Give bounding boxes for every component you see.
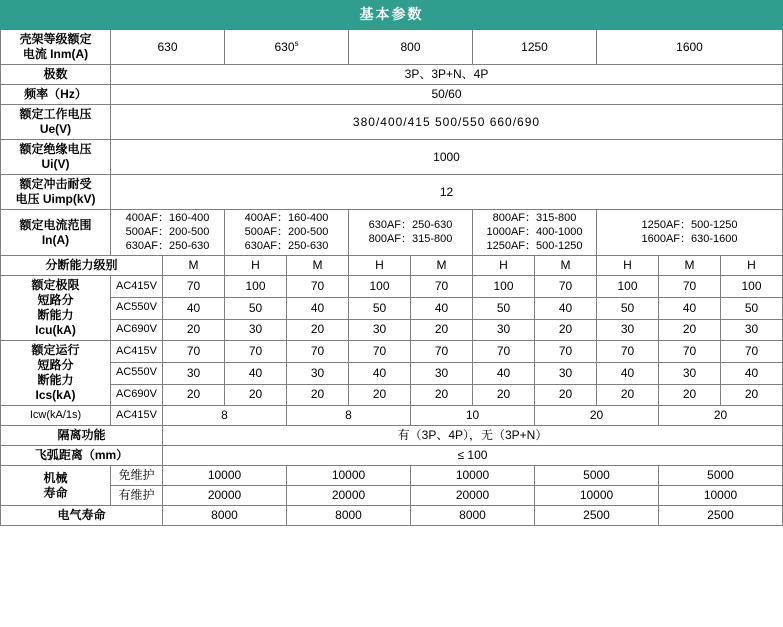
rated-current-range-col-4 — [473, 210, 597, 256]
ui-label-line2: Ui(V) — [41, 157, 70, 171]
isolation-row — [1, 426, 783, 446]
frame-rating-value-2 — [225, 30, 349, 65]
ics-voltage-550: AC550V — [111, 362, 163, 384]
range-line: 1250AF：500-1250 — [486, 239, 583, 252]
ics-label — [1, 341, 111, 406]
rated-impulse-voltage-label — [1, 175, 111, 210]
icu-row-690 — [1, 319, 783, 341]
mechanical-life-label — [1, 466, 111, 506]
grade-cell: M — [287, 256, 349, 276]
icu-cell: 100 — [721, 276, 783, 298]
breaking-grade-label: 分断能力级别 — [1, 256, 163, 276]
icu-cell: 20 — [411, 319, 473, 341]
rated-impulse-voltage-row — [1, 175, 783, 210]
ics-cell: 30 — [535, 362, 597, 384]
grade-cell: M — [659, 256, 721, 276]
ics-cell: 70 — [349, 341, 411, 363]
uimp-label-line1: 额定冲击耐受 — [19, 177, 92, 191]
poles-label: 极数 — [1, 65, 111, 85]
range-line: 630AF：250-630 — [368, 218, 453, 231]
icw-row — [1, 406, 783, 426]
grade-cell: H — [597, 256, 659, 276]
icu-label-line1: 额定极限 — [31, 278, 80, 293]
mech-free-cell: 5000 — [535, 466, 659, 486]
icu-cell: 50 — [597, 297, 659, 319]
rated-current-range-col-5 — [597, 210, 783, 256]
ics-cell: 70 — [473, 341, 535, 363]
table-header-row — [1, 1, 783, 30]
ics-cell: 30 — [163, 362, 225, 384]
rated-current-range-col-3 — [349, 210, 473, 256]
ics-cell: 70 — [721, 341, 783, 363]
icw-cell: 10 — [411, 406, 535, 426]
ics-label-line4: Ics(kA) — [35, 388, 76, 403]
mechanical-life-maint-row — [1, 486, 783, 506]
icw-cell: 8 — [163, 406, 287, 426]
ics-cell: 70 — [411, 341, 473, 363]
icu-voltage-415: AC415V — [111, 276, 163, 298]
icu-cell: 20 — [163, 319, 225, 341]
ics-cell: 20 — [225, 384, 287, 406]
range-line: 1000AF：400-1000 — [486, 225, 583, 238]
ics-cell: 70 — [287, 341, 349, 363]
electrical-life-label: 电气寿命 — [1, 506, 163, 526]
rated-current-range-col-2 — [225, 210, 349, 256]
ics-cell: 40 — [225, 362, 287, 384]
mech-maint-cell: 10000 — [535, 486, 659, 506]
arc-distance-label: 飞弧距离（mm） — [1, 446, 163, 466]
rated-operating-voltage-row — [1, 105, 783, 140]
electrical-life-row — [1, 506, 783, 526]
uimp-label-line2: 电压 Uimp(kV) — [15, 192, 96, 206]
ics-cell: 30 — [287, 362, 349, 384]
icu-cell: 40 — [659, 297, 721, 319]
frame-rating-value-4: 1250 — [473, 30, 597, 65]
grade-cell: M — [411, 256, 473, 276]
ics-cell: 70 — [535, 341, 597, 363]
icu-cell: 100 — [597, 276, 659, 298]
icu-cell: 100 — [349, 276, 411, 298]
range-line: 400AF：160-400 — [125, 212, 210, 224]
grade-cell: H — [721, 256, 783, 276]
mech-free-cell: 10000 — [411, 466, 535, 486]
ics-row-415 — [1, 341, 783, 363]
frame-rating-label — [1, 30, 111, 65]
in-label-line2: In(A) — [41, 232, 70, 247]
ics-cell: 70 — [597, 341, 659, 363]
range-line: 1600AF：630-1600 — [641, 232, 738, 245]
icu-cell: 50 — [349, 297, 411, 319]
mech-free-label: 免维护 — [111, 466, 163, 486]
icw-label: Icw(kA/1s) — [1, 406, 111, 426]
frame-rating-value-1: 630 — [111, 30, 225, 65]
icu-cell: 100 — [473, 276, 535, 298]
mech-maint-label: 有维护 — [111, 486, 163, 506]
grade-cell: H — [349, 256, 411, 276]
ics-cell: 40 — [721, 362, 783, 384]
icw-cell: 20 — [535, 406, 659, 426]
ics-cell: 20 — [163, 384, 225, 406]
icw-cell: 8 — [287, 406, 411, 426]
ics-cell: 30 — [659, 362, 721, 384]
icu-cell: 70 — [287, 276, 349, 298]
rated-impulse-voltage-value: 12 — [111, 175, 783, 210]
mechanical-life-free-row — [1, 466, 783, 486]
icu-cell: 30 — [349, 319, 411, 341]
frame-rating-value-5: 1600 — [597, 30, 783, 65]
ics-label-line1: 额定运行 — [31, 343, 80, 358]
frequency-row — [1, 85, 783, 105]
ue-label-line2: Ue(V) — [39, 122, 72, 136]
mech-label-line2: 寿命 — [43, 485, 68, 500]
ics-cell: 20 — [659, 384, 721, 406]
ui-label-line1: 额定绝缘电压 — [19, 142, 92, 156]
icu-row-415 — [1, 276, 783, 298]
range-line: 800AF：315-800 — [492, 212, 577, 224]
ics-cell: 70 — [659, 341, 721, 363]
frequency-label: 频率（Hz） — [1, 85, 111, 105]
ics-label-line2: 短路分 — [37, 358, 74, 373]
ics-row-550 — [1, 362, 783, 384]
icw-voltage: AC415V — [111, 406, 163, 426]
frame-rating-superscript: s — [294, 39, 299, 48]
grade-cell: H — [225, 256, 287, 276]
ics-cell: 20 — [535, 384, 597, 406]
icu-cell: 30 — [597, 319, 659, 341]
icw-cell: 20 — [659, 406, 783, 426]
icu-cell: 20 — [659, 319, 721, 341]
rated-operating-voltage-label — [1, 105, 111, 140]
icu-cell: 70 — [411, 276, 473, 298]
rated-insulation-voltage-label — [1, 140, 111, 175]
icu-cell: 30 — [721, 319, 783, 341]
elec-cell: 2500 — [535, 506, 659, 526]
frame-rating-value-3: 800 — [349, 30, 473, 65]
table-title: 基本参数 — [1, 1, 783, 30]
breaking-grade-row — [1, 256, 783, 276]
ics-cell: 20 — [473, 384, 535, 406]
rated-current-range-col-1 — [111, 210, 225, 256]
icu-cell: 70 — [535, 276, 597, 298]
mech-free-cell: 10000 — [287, 466, 411, 486]
icu-cell: 50 — [473, 297, 535, 319]
ics-voltage-415: AC415V — [111, 341, 163, 363]
icu-cell: 50 — [225, 297, 287, 319]
icu-cell: 50 — [721, 297, 783, 319]
grade-cell: H — [473, 256, 535, 276]
elec-cell: 8000 — [411, 506, 535, 526]
grade-cell: M — [163, 256, 225, 276]
icu-cell: 40 — [287, 297, 349, 319]
range-line: 400AF：160-400 — [244, 212, 329, 224]
frame-rating-label-line2: 电流 Inm(A) — [22, 47, 89, 61]
icu-cell: 70 — [163, 276, 225, 298]
rated-current-range-row — [1, 210, 783, 256]
range-line: 1250AF：500-1250 — [641, 218, 738, 231]
elec-cell: 8000 — [287, 506, 411, 526]
rated-operating-voltage-value: 380/400/415 500/550 660/690 — [111, 105, 783, 140]
ics-cell: 20 — [287, 384, 349, 406]
ics-cell: 20 — [411, 384, 473, 406]
ue-label-line1: 额定工作电压 — [19, 107, 92, 121]
icu-label-line3: 断能力 — [37, 308, 74, 323]
mech-maint-cell: 20000 — [287, 486, 411, 506]
range-line: 800AF：315-800 — [368, 232, 453, 245]
ics-cell: 40 — [597, 362, 659, 384]
icu-cell: 100 — [225, 276, 287, 298]
isolation-label: 隔离功能 — [1, 426, 163, 446]
icu-voltage-550: AC550V — [111, 297, 163, 319]
rated-insulation-voltage-value: 1000 — [111, 140, 783, 175]
ics-cell: 40 — [349, 362, 411, 384]
icu-label — [1, 276, 111, 341]
ics-cell: 20 — [349, 384, 411, 406]
mech-maint-cell: 20000 — [411, 486, 535, 506]
icu-label-line4: Icu(kA) — [35, 323, 76, 338]
icu-row-550 — [1, 297, 783, 319]
frame-rating-label-line1: 壳架等级额定 — [19, 32, 92, 46]
elec-cell: 2500 — [659, 506, 783, 526]
frequency-value: 50/60 — [111, 85, 783, 105]
icu-cell: 30 — [225, 319, 287, 341]
mech-maint-cell: 20000 — [163, 486, 287, 506]
elec-cell: 8000 — [163, 506, 287, 526]
ics-cell: 70 — [163, 341, 225, 363]
range-line: 630AF：250-630 — [244, 239, 329, 252]
mech-free-cell: 5000 — [659, 466, 783, 486]
icu-label-line2: 短路分 — [37, 293, 74, 308]
ics-cell: 70 — [225, 341, 287, 363]
frame-rating-row — [1, 30, 783, 65]
grade-cell: M — [535, 256, 597, 276]
icu-cell: 30 — [473, 319, 535, 341]
ics-cell: 40 — [473, 362, 535, 384]
ics-label-line3: 断能力 — [37, 373, 74, 388]
icu-voltage-690: AC690V — [111, 319, 163, 341]
range-line: 500AF：200-500 — [125, 225, 210, 238]
mech-label-line1: 机械 — [43, 470, 68, 485]
icu-cell: 40 — [535, 297, 597, 319]
ics-cell: 20 — [721, 384, 783, 406]
icu-cell: 20 — [535, 319, 597, 341]
poles-row — [1, 65, 783, 85]
icu-cell: 40 — [411, 297, 473, 319]
ics-cell: 30 — [411, 362, 473, 384]
mech-maint-cell: 10000 — [659, 486, 783, 506]
icu-cell: 20 — [287, 319, 349, 341]
arc-distance-row — [1, 446, 783, 466]
isolation-value: 有（3P、4P），无（3P+N） — [163, 426, 783, 446]
range-line: 630AF：250-630 — [125, 239, 210, 252]
icu-cell: 40 — [163, 297, 225, 319]
poles-value: 3P、3P+N、4P — [111, 65, 783, 85]
frame-rating-value-2-text: 630 — [274, 40, 295, 54]
ics-row-690 — [1, 384, 783, 406]
arc-distance-value: ≤ 100 — [163, 446, 783, 466]
in-label-line1: 额定电流范围 — [19, 217, 92, 232]
ics-cell: 20 — [597, 384, 659, 406]
icu-cell: 70 — [659, 276, 721, 298]
range-line: 500AF：200-500 — [244, 225, 329, 238]
rated-current-range-label — [1, 210, 111, 256]
mech-free-cell: 10000 — [163, 466, 287, 486]
ics-voltage-690: AC690V — [111, 384, 163, 406]
rated-insulation-voltage-row — [1, 140, 783, 175]
